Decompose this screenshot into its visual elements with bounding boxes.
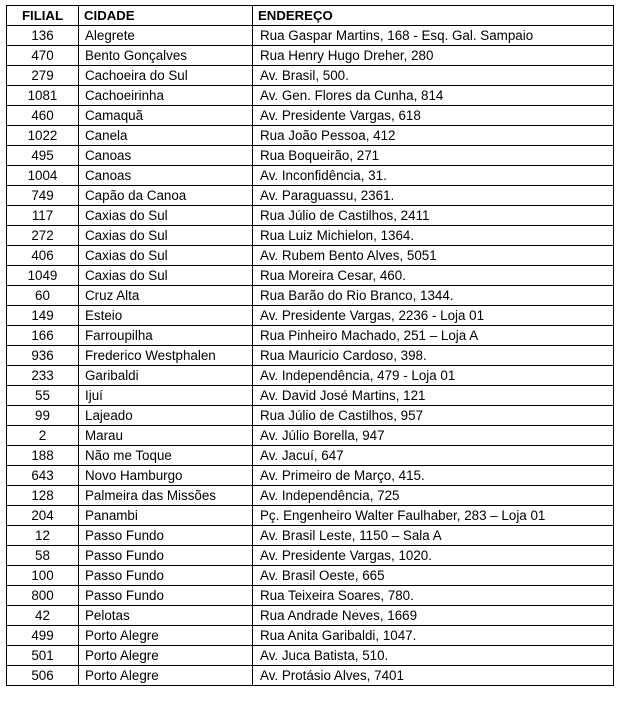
- filial-cell: 100: [7, 566, 79, 586]
- endereco-cell: Av. Brasil Oeste, 665: [253, 566, 614, 586]
- filial-cell: 495: [7, 146, 79, 166]
- cidade-cell: Esteio: [79, 306, 253, 326]
- cidade-cell: Passo Fundo: [79, 566, 253, 586]
- table-row: [7, 186, 614, 206]
- endereco-cell: Av. Jacuí, 647: [253, 446, 614, 466]
- cidade-cell: Caxias do Sul: [79, 246, 253, 266]
- cidade-cell: Porto Alegre: [79, 626, 253, 646]
- table-row: [7, 406, 614, 426]
- cidade-cell: Passo Fundo: [79, 586, 253, 606]
- filial-cell: 188: [7, 446, 79, 466]
- filial-cell: 643: [7, 466, 79, 486]
- cidade-cell: Pelotas: [79, 606, 253, 626]
- table-row: [7, 86, 614, 106]
- filial-cell: 149: [7, 306, 79, 326]
- filial-cell: 55: [7, 386, 79, 406]
- filial-cell: 800: [7, 586, 79, 606]
- endereco-cell: Rua Pinheiro Machado, 251 – Loja A: [253, 326, 614, 346]
- cidade-cell: Canoas: [79, 146, 253, 166]
- table-row: [7, 266, 614, 286]
- table-row: [7, 326, 614, 346]
- cidade-cell: Caxias do Sul: [79, 266, 253, 286]
- filial-cell: 136: [7, 26, 79, 46]
- filial-cell: 499: [7, 626, 79, 646]
- table-row: [7, 646, 614, 666]
- table-header-row: [7, 6, 614, 26]
- table-row: [7, 286, 614, 306]
- table-row: [7, 246, 614, 266]
- endereco-cell: Av. Júlio Borella, 947: [253, 426, 614, 446]
- cidade-cell: Cachoeira do Sul: [79, 66, 253, 86]
- endereco-cell: Rua Barão do Rio Branco, 1344.: [253, 286, 614, 306]
- cidade-cell: Não me Toque: [79, 446, 253, 466]
- cidade-cell: Farroupilha: [79, 326, 253, 346]
- endereco-cell: Rua Moreira Cesar, 460.: [253, 266, 614, 286]
- cidade-cell: Cruz Alta: [79, 286, 253, 306]
- endereco-cell: Rua Júlio de Castilhos, 957: [253, 406, 614, 426]
- cidade-cell: Novo Hamburgo: [79, 466, 253, 486]
- cidade-cell: Cachoeirinha: [79, 86, 253, 106]
- table-row: [7, 66, 614, 86]
- endereco-cell: Av. Independência, 479 - Loja 01: [253, 366, 614, 386]
- table-row: [7, 446, 614, 466]
- endereco-cell: Av. Presidente Vargas, 618: [253, 106, 614, 126]
- cidade-cell: Camaquã: [79, 106, 253, 126]
- table-body: [7, 26, 614, 686]
- filial-cell: 58: [7, 546, 79, 566]
- table-row: [7, 546, 614, 566]
- endereco-cell: Av. Juca Batista, 510.: [253, 646, 614, 666]
- filial-cell: 1049: [7, 266, 79, 286]
- filial-cell: 460: [7, 106, 79, 126]
- cidade-cell: Porto Alegre: [79, 666, 253, 686]
- table-row: [7, 586, 614, 606]
- table-row: [7, 606, 614, 626]
- cidade-cell: Porto Alegre: [79, 646, 253, 666]
- endereco-cell: Av. Brasil, 500.: [253, 66, 614, 86]
- table-row: [7, 106, 614, 126]
- filial-cell: 2: [7, 426, 79, 446]
- cidade-cell: Canela: [79, 126, 253, 146]
- table-row: [7, 366, 614, 386]
- endereco-cell: Av. Brasil Leste, 1150 – Sala A: [253, 526, 614, 546]
- endereco-cell: Av. Independência, 725: [253, 486, 614, 506]
- filial-cell: 12: [7, 526, 79, 546]
- endereco-cell: Rua Henry Hugo Dreher, 280: [253, 46, 614, 66]
- cidade-cell: Passo Fundo: [79, 526, 253, 546]
- endereco-cell: Av. Primeiro de Março, 415.: [253, 466, 614, 486]
- filial-cell: 749: [7, 186, 79, 206]
- table-row: [7, 506, 614, 526]
- endereco-cell: Av. Inconfidência, 31.: [253, 166, 614, 186]
- filial-cell: 1081: [7, 86, 79, 106]
- endereco-cell: Av. Presidente Vargas, 1020.: [253, 546, 614, 566]
- endereco-cell: Rua Anita Garibaldi, 1047.: [253, 626, 614, 646]
- endereco-cell: Rua Teixeira Soares, 780.: [253, 586, 614, 606]
- endereco-cell: Av. Protásio Alves, 7401: [253, 666, 614, 686]
- column-header-filial: FILIAL: [7, 6, 79, 26]
- endereco-cell: Rua Andrade Neves, 1669: [253, 606, 614, 626]
- cidade-cell: Palmeira das Missões: [79, 486, 253, 506]
- filial-cell: 42: [7, 606, 79, 626]
- filial-cell: 1022: [7, 126, 79, 146]
- table-row: [7, 166, 614, 186]
- filial-cell: 501: [7, 646, 79, 666]
- cidade-cell: Marau: [79, 426, 253, 446]
- endereco-cell: Pç. Engenheiro Walter Faulhaber, 283 – Loja 01: [253, 506, 614, 526]
- table-row: [7, 26, 614, 46]
- endereco-cell: Rua Luiz Michielon, 1364.: [253, 226, 614, 246]
- cidade-cell: Caxias do Sul: [79, 226, 253, 246]
- filial-cell: 272: [7, 226, 79, 246]
- table-row: [7, 486, 614, 506]
- table-row: [7, 226, 614, 246]
- cidade-cell: Panambi: [79, 506, 253, 526]
- filial-cell: 406: [7, 246, 79, 266]
- table-row: [7, 426, 614, 446]
- table-row: [7, 526, 614, 546]
- table-row: [7, 46, 614, 66]
- table-row: [7, 146, 614, 166]
- endereco-cell: Rua Gaspar Martins, 168 - Esq. Gal. Sampaio: [253, 26, 614, 46]
- cidade-cell: Canoas: [79, 166, 253, 186]
- filial-cell: 279: [7, 66, 79, 86]
- table-row: [7, 206, 614, 226]
- table-row: [7, 626, 614, 646]
- endereco-cell: Av. David José Martins, 121: [253, 386, 614, 406]
- cidade-cell: Frederico Westphalen: [79, 346, 253, 366]
- cidade-cell: Garibaldi: [79, 366, 253, 386]
- table-row: [7, 466, 614, 486]
- endereco-cell: Av. Rubem Bento Alves, 5051: [253, 246, 614, 266]
- cidade-cell: Caxias do Sul: [79, 206, 253, 226]
- filial-cell: 60: [7, 286, 79, 306]
- table-row: [7, 566, 614, 586]
- endereco-cell: Rua Mauricio Cardoso, 398.: [253, 346, 614, 366]
- cidade-cell: Alegrete: [79, 26, 253, 46]
- cidade-cell: Ijuí: [79, 386, 253, 406]
- table-row: [7, 386, 614, 406]
- table-row: [7, 306, 614, 326]
- endereco-cell: Rua Boqueirão, 271: [253, 146, 614, 166]
- endereco-cell: Rua João Pessoa, 412: [253, 126, 614, 146]
- column-header-endereco: ENDEREÇO: [253, 6, 614, 26]
- endereco-cell: Av. Presidente Vargas, 2236 - Loja 01: [253, 306, 614, 326]
- filial-cell: 204: [7, 506, 79, 526]
- column-header-cidade: CIDADE: [79, 6, 253, 26]
- table-row: [7, 346, 614, 366]
- filial-cell: 128: [7, 486, 79, 506]
- cidade-cell: Passo Fundo: [79, 546, 253, 566]
- table-row: [7, 666, 614, 686]
- table-row: [7, 126, 614, 146]
- filial-cell: 936: [7, 346, 79, 366]
- branches-table-container: [6, 5, 613, 686]
- endereco-cell: Av. Gen. Flores da Cunha, 814: [253, 86, 614, 106]
- filial-cell: 506: [7, 666, 79, 686]
- cidade-cell: Lajeado: [79, 406, 253, 426]
- endereco-cell: Rua Júlio de Castilhos, 2411: [253, 206, 614, 226]
- filial-cell: 233: [7, 366, 79, 386]
- branches-table: [6, 5, 614, 686]
- filial-cell: 117: [7, 206, 79, 226]
- filial-cell: 470: [7, 46, 79, 66]
- cidade-cell: Bento Gonçalves: [79, 46, 253, 66]
- filial-cell: 1004: [7, 166, 79, 186]
- filial-cell: 99: [7, 406, 79, 426]
- endereco-cell: Av. Paraguassu, 2361.: [253, 186, 614, 206]
- cidade-cell: Capão da Canoa: [79, 186, 253, 206]
- filial-cell: 166: [7, 326, 79, 346]
